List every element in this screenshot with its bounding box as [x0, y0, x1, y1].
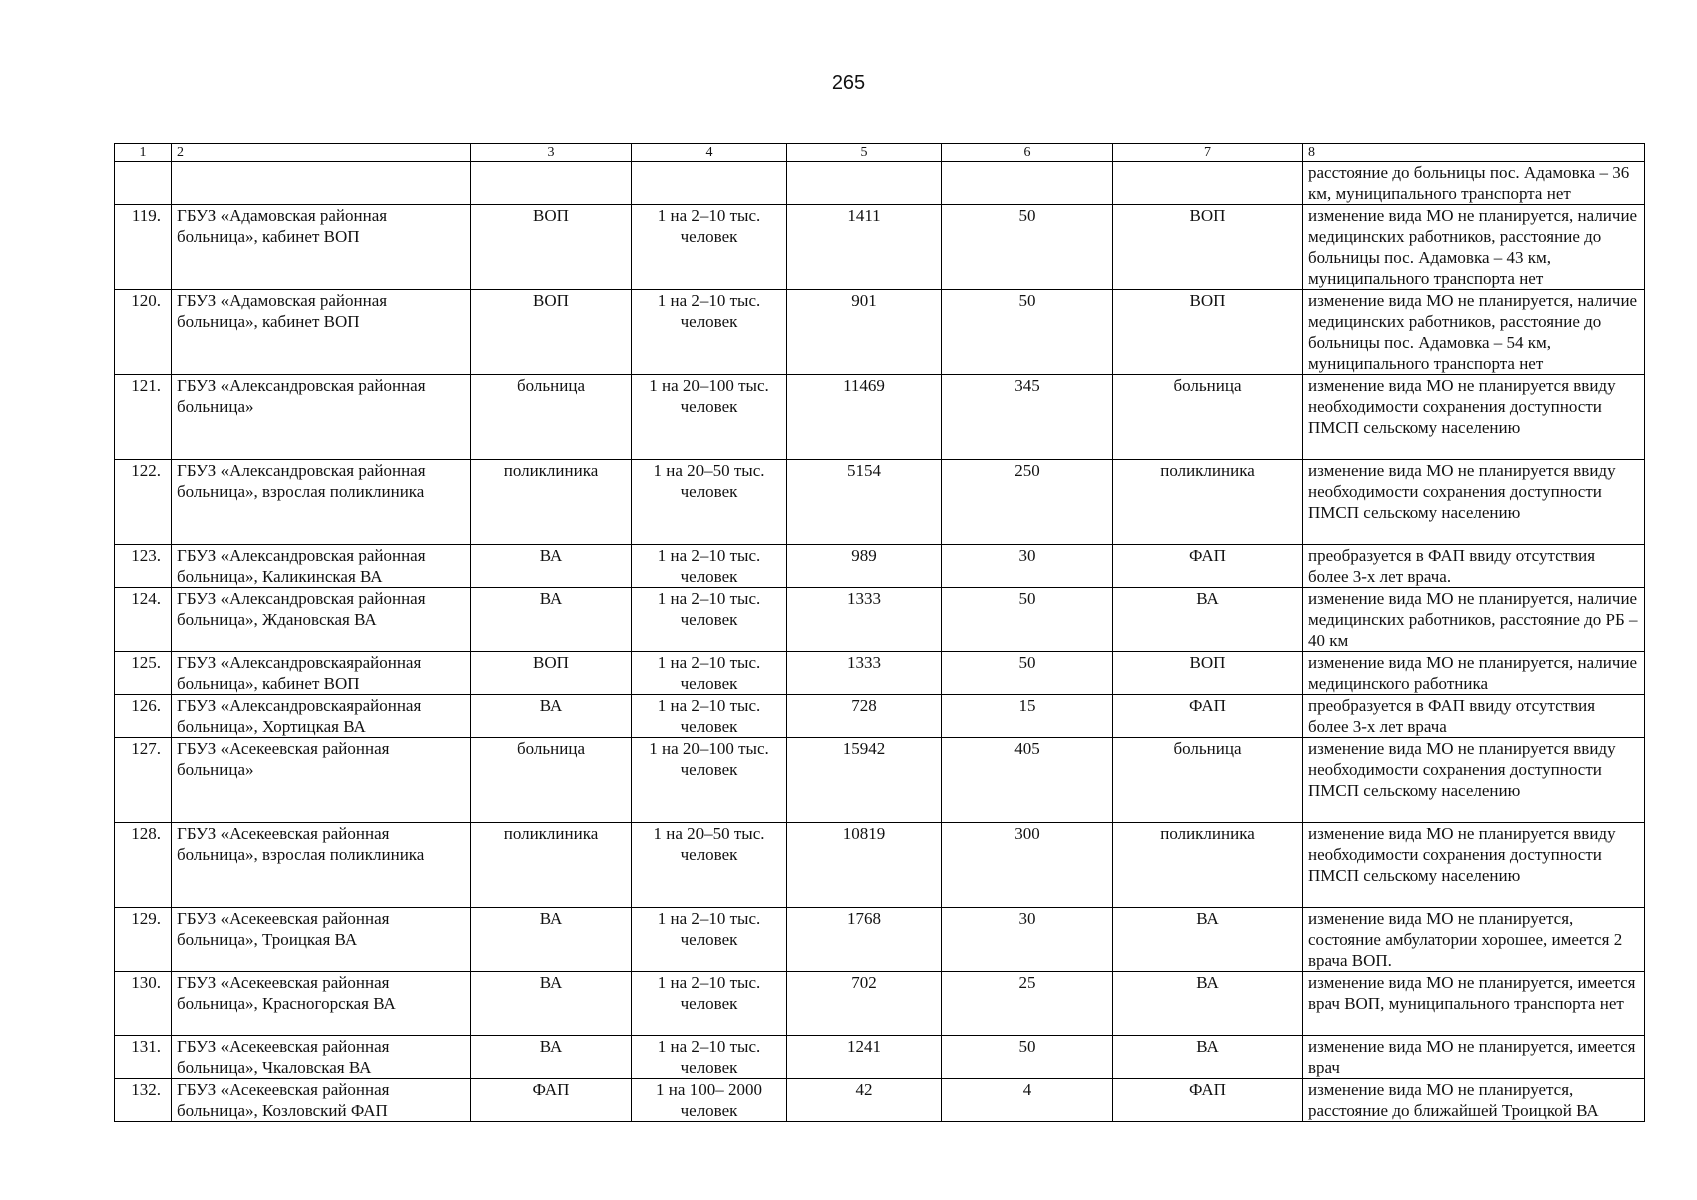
facility-name: ГБУЗ «Адамовская районная больница», кабинет ВОП [172, 290, 471, 375]
planned-type-cell: ФАП [1113, 545, 1303, 588]
population-cell: 5154 [787, 460, 942, 545]
note-cell: изменение вида МО не планируется, наличие медицинских работников, расстояние до больницы пос. Адамовка – 43 км, муниципального транспорта нет [1303, 205, 1645, 290]
distance-cell: 50 [942, 290, 1113, 375]
table-row [115, 823, 1645, 908]
table-row [115, 290, 1645, 375]
facility-name: ГБУЗ «Александровская районная больница», взрослая поликлиника [172, 460, 471, 545]
row-number: 122. [115, 460, 172, 545]
column-number: 5 [787, 144, 942, 162]
planned-type-cell: ФАП [1113, 1079, 1303, 1122]
facility-name: ГБУЗ «Асекеевская районная больница», Чкаловская ВА [172, 1036, 471, 1079]
facility-name: ГБУЗ «Асекеевская районная больница», Козловский ФАП [172, 1079, 471, 1122]
facility-name: ГБУЗ «Асекеевская районная больница», взрослая поликлиника [172, 823, 471, 908]
distance-cell: 50 [942, 205, 1113, 290]
planned-type-cell: ВА [1113, 588, 1303, 652]
facility-type: поликлиника [471, 460, 632, 545]
population-cell: 1411 [787, 205, 942, 290]
continuation-row [115, 162, 1645, 205]
table-row [115, 1036, 1645, 1079]
facility-type: больница [471, 738, 632, 823]
facility-type: ВА [471, 545, 632, 588]
facility-type: ВА [471, 695, 632, 738]
population-cell: 1241 [787, 1036, 942, 1079]
note-cell: изменение вида МО не планируется, расстояние до ближайшей Троицкой ВА [1303, 1079, 1645, 1122]
table-row [115, 972, 1645, 1036]
empty-cell [787, 162, 942, 205]
note-cell: изменение вида МО не планируется, имеется врач [1303, 1036, 1645, 1079]
planned-type-cell: ВА [1113, 908, 1303, 972]
distance-cell: 25 [942, 972, 1113, 1036]
standard-cell: 1 на 20–100 тыс. человек [632, 738, 787, 823]
note-cell: изменение вида МО не планируется ввиду необходимости сохранения доступности ПМСП сельскому населению [1303, 738, 1645, 823]
distance-cell: 405 [942, 738, 1113, 823]
empty-cell [115, 162, 172, 205]
row-number: 130. [115, 972, 172, 1036]
distance-cell: 50 [942, 1036, 1113, 1079]
column-number: 2 [172, 144, 471, 162]
note-cell: преобразуется в ФАП ввиду отсутствия более 3-х лет врача. [1303, 545, 1645, 588]
population-cell: 15942 [787, 738, 942, 823]
column-number: 1 [115, 144, 172, 162]
planned-type-cell: ФАП [1113, 695, 1303, 738]
standard-cell: 1 на 2–10 тыс. человек [632, 908, 787, 972]
note-cell: изменение вида МО не планируется, наличие медицинских работников, расстояние до РБ – 40 км [1303, 588, 1645, 652]
note-cell: изменение вида МО не планируется, состояние амбулатории хорошее, имеется 2 врача ВОП. [1303, 908, 1645, 972]
standard-cell: 1 на 100– 2000 человек [632, 1079, 787, 1122]
population-cell: 1333 [787, 652, 942, 695]
standard-cell: 1 на 2–10 тыс. человек [632, 588, 787, 652]
population-cell: 42 [787, 1079, 942, 1122]
empty-cell [1113, 162, 1303, 205]
facility-name: ГБУЗ «Александровская районная больница» [172, 375, 471, 460]
row-number: 132. [115, 1079, 172, 1122]
population-cell: 728 [787, 695, 942, 738]
column-number: 4 [632, 144, 787, 162]
row-number: 126. [115, 695, 172, 738]
planned-type-cell: ВОП [1113, 290, 1303, 375]
table-body [115, 144, 1645, 1122]
planned-type-cell: ВОП [1113, 652, 1303, 695]
column-number: 3 [471, 144, 632, 162]
distance-cell: 345 [942, 375, 1113, 460]
row-number: 120. [115, 290, 172, 375]
standard-cell: 1 на 20–100 тыс. человек [632, 375, 787, 460]
facility-type: больница [471, 375, 632, 460]
column-number: 7 [1113, 144, 1303, 162]
row-number: 123. [115, 545, 172, 588]
standard-cell: 1 на 2–10 тыс. человек [632, 652, 787, 695]
note-cell: изменение вида МО не планируется ввиду необходимости сохранения доступности ПМСП сельскому населению [1303, 375, 1645, 460]
facility-type: ВОП [471, 652, 632, 695]
population-cell: 702 [787, 972, 942, 1036]
population-cell: 1768 [787, 908, 942, 972]
column-number: 8 [1303, 144, 1645, 162]
facility-name: ГБУЗ «Асекеевская районная больница» [172, 738, 471, 823]
table-row [115, 545, 1645, 588]
facility-type: поликлиника [471, 823, 632, 908]
row-number: 121. [115, 375, 172, 460]
row-number: 128. [115, 823, 172, 908]
empty-cell [471, 162, 632, 205]
standard-cell: 1 на 2–10 тыс. человек [632, 972, 787, 1036]
facility-name: ГБУЗ «Адамовская районная больница», кабинет ВОП [172, 205, 471, 290]
facility-type: ВА [471, 908, 632, 972]
table-row [115, 205, 1645, 290]
table-row [115, 460, 1645, 545]
note-cell: преобразуется в ФАП ввиду отсутствия более 3-х лет врача [1303, 695, 1645, 738]
table-row [115, 695, 1645, 738]
note-cell: изменение вида МО не планируется ввиду необходимости сохранения доступности ПМСП сельскому населению [1303, 823, 1645, 908]
column-number-row [115, 144, 1645, 162]
table-row [115, 375, 1645, 460]
planned-type-cell: больница [1113, 375, 1303, 460]
facility-type: ВА [471, 588, 632, 652]
empty-cell [172, 162, 471, 205]
standard-cell: 1 на 2–10 тыс. человек [632, 290, 787, 375]
note-cell: изменение вида МО не планируется, наличие медицинских работников, расстояние до больницы пос. Адамовка – 54 км, муниципального транспорта нет [1303, 290, 1645, 375]
distance-cell: 250 [942, 460, 1113, 545]
note-cell: изменение вида МО не планируется, наличие медицинского работника [1303, 652, 1645, 695]
standard-cell: 1 на 20–50 тыс. человек [632, 460, 787, 545]
facility-type: ВА [471, 972, 632, 1036]
planned-type-cell: ВА [1113, 1036, 1303, 1079]
facility-type: ВА [471, 1036, 632, 1079]
standard-cell: 1 на 2–10 тыс. человек [632, 205, 787, 290]
row-number: 125. [115, 652, 172, 695]
population-cell: 901 [787, 290, 942, 375]
column-number: 6 [942, 144, 1113, 162]
table-row [115, 588, 1645, 652]
facility-name: ГБУЗ «Александровская районная больница», Каликинская ВА [172, 545, 471, 588]
row-number: 119. [115, 205, 172, 290]
facility-type: ФАП [471, 1079, 632, 1122]
row-number: 131. [115, 1036, 172, 1079]
facilities-table [114, 143, 1645, 1122]
population-cell: 989 [787, 545, 942, 588]
distance-cell: 30 [942, 908, 1113, 972]
row-number: 127. [115, 738, 172, 823]
planned-type-cell: поликлиника [1113, 460, 1303, 545]
planned-type-cell: ВОП [1113, 205, 1303, 290]
continuation-note: расстояние до больницы пос. Адамовка – 36 км, муниципального транспорта нет [1303, 162, 1645, 205]
row-number: 129. [115, 908, 172, 972]
planned-type-cell: поликлиника [1113, 823, 1303, 908]
facility-name: ГБУЗ «Асекеевская районная больница», Троицкая ВА [172, 908, 471, 972]
note-cell: изменение вида МО не планируется, имеется врач ВОП, муниципального транспорта нет [1303, 972, 1645, 1036]
table-row [115, 738, 1645, 823]
population-cell: 11469 [787, 375, 942, 460]
empty-cell [942, 162, 1113, 205]
facility-name: ГБУЗ «Александровская районная больница», Ждановская ВА [172, 588, 471, 652]
table-row [115, 1079, 1645, 1122]
distance-cell: 4 [942, 1079, 1113, 1122]
planned-type-cell: ВА [1113, 972, 1303, 1036]
standard-cell: 1 на 20–50 тыс. человек [632, 823, 787, 908]
population-cell: 10819 [787, 823, 942, 908]
page-number: 265 [831, 72, 866, 94]
distance-cell: 50 [942, 652, 1113, 695]
facility-name: ГБУЗ «Асекеевская районная больница», Красногорская ВА [172, 972, 471, 1036]
standard-cell: 1 на 2–10 тыс. человек [632, 1036, 787, 1079]
note-cell: изменение вида МО не планируется ввиду необходимости сохранения доступности ПМСП сельскому населению [1303, 460, 1645, 545]
facility-type: ВОП [471, 205, 632, 290]
table-row [115, 908, 1645, 972]
planned-type-cell: больница [1113, 738, 1303, 823]
table-row [115, 652, 1645, 695]
standard-cell: 1 на 2–10 тыс. человек [632, 695, 787, 738]
distance-cell: 300 [942, 823, 1113, 908]
empty-cell [632, 162, 787, 205]
facility-name: ГБУЗ «Александровскаярайонная больница», Хортицкая ВА [172, 695, 471, 738]
row-number: 124. [115, 588, 172, 652]
distance-cell: 30 [942, 545, 1113, 588]
facility-name: ГБУЗ «Александровскаярайонная больница», кабинет ВОП [172, 652, 471, 695]
facility-type: ВОП [471, 290, 632, 375]
population-cell: 1333 [787, 588, 942, 652]
distance-cell: 15 [942, 695, 1113, 738]
distance-cell: 50 [942, 588, 1113, 652]
standard-cell: 1 на 2–10 тыс. человек [632, 545, 787, 588]
